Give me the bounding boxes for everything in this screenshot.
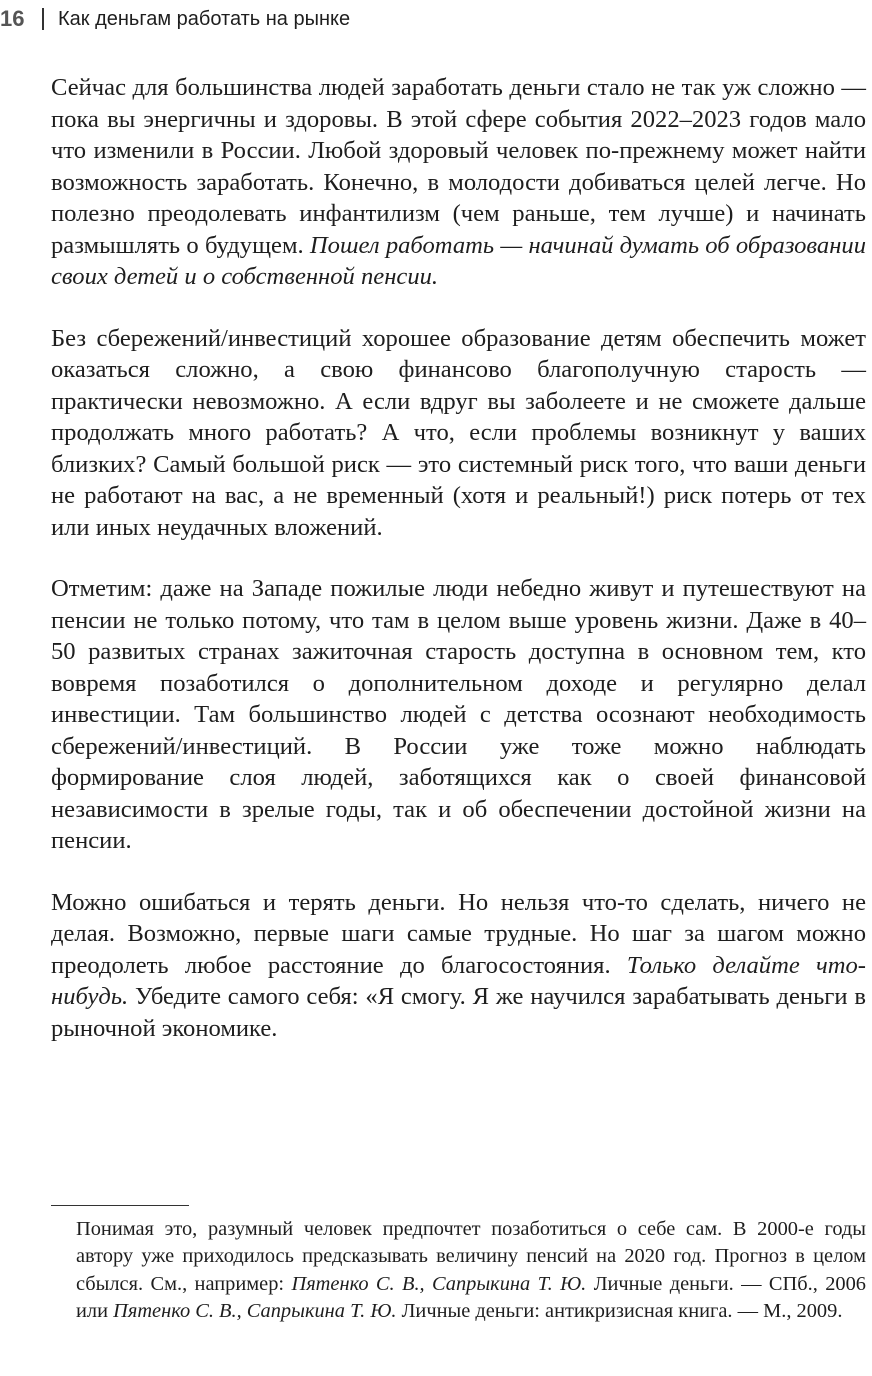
- footnote-text-2: Личные деньги. — СПб., 2006 или: [76, 1272, 866, 1323]
- running-title: Как деньгам работать на рынке: [58, 7, 351, 30]
- paragraph-2-text: Без сбережений/инвестиций хорошее образование детям обеспечить может оказаться сложно, а свою финансово благополучную старость — практически невозможно. А если вдруг вы заболеете и не сможете дальше продолжать много работать? А что, если проблемы возникнут у ваших близких? Самый большой риск — это системный риск того, что ваши деньги не работают на вас, а не временный (хотя и реальный!) риск потерь от тех или иных неудачных вложений.: [51, 324, 866, 541]
- header-separator: [42, 8, 44, 30]
- paragraph-4-text-after: Убедите самого себя: «Я смогу. Я же научился зарабатывать деньги в рыночной экономике.: [51, 983, 866, 1042]
- footnote-author-2: Пятенко С. В., Сапрыкина Т. Ю.: [113, 1300, 397, 1323]
- paragraph-3: [51, 573, 866, 857]
- page-header: [0, 2, 872, 36]
- paragraph-3-text: Отметим: даже на Западе пожилые люди небедно живут и путешествуют на пенсии не только потому, что там в целом выше уровень жизни. Даже в 40–50 развитых странах зажиточная старость доступна в основном тем, кто вовремя позаботился о дополнительном доходе и регулярно делал инвестиции. Там большинство людей с детства осознают необходимость сбережений/инвестиций. В России уже тоже можно наблюдать формирование слоя людей, заботящихся как о своей финансовой независимости в зрелые годы, так и об обеспечении достойной жизни на пенсии.: [51, 575, 866, 854]
- paragraph-1: [51, 72, 866, 293]
- paragraph-1-italic: Пошел работать — начинай думать об образовании своих детей и о собственной пенсии.: [51, 231, 866, 290]
- paragraph-4: [51, 887, 866, 1045]
- main-text: [51, 72, 866, 1074]
- page-number: 16: [0, 6, 25, 31]
- footnote-author-1: Пятенко С. В., Сапрыкина Т. Ю.: [291, 1272, 587, 1295]
- paragraph-4-italic: Только делайте что-нибудь.: [51, 951, 866, 1010]
- footnote-text-1: Понимая это, разумный человек предпочтет позаботиться о себе сам. В 2000-е годы автору уже приходилось предсказывать величину пенсий на 2020 год. Прогноз в целом сбылся. См., например:: [76, 1218, 866, 1295]
- footnote-divider: [51, 1205, 189, 1206]
- paragraph-1-text: Сейчас для большинства людей заработать деньги стало не так уж сложно — пока вы энергичны и здоровы. В этой сфере события 2022–2023 годов мало что изменили в России. Любой здоровый человек по-прежнему может найти возможность заработать. Конечно, в молодости добиваться целей легче. Но полезно преодолевать инфантилизм (чем раньше, тем лучше) и начинать размышлять о будущем.: [51, 74, 866, 259]
- footnote: [76, 1216, 866, 1326]
- paragraph-4-text-before: Можно ошибаться и терять деньги. Но нельзя что-то сделать, ничего не делая. Возможно, первые шаги самые трудные. Но шаг за шагом можно преодолеть любое расстояние до благосостояния.: [51, 888, 866, 979]
- footnote-text-3: Личные деньги: антикризисная книга. — М., 2009.: [401, 1300, 843, 1323]
- paragraph-2: [51, 323, 866, 544]
